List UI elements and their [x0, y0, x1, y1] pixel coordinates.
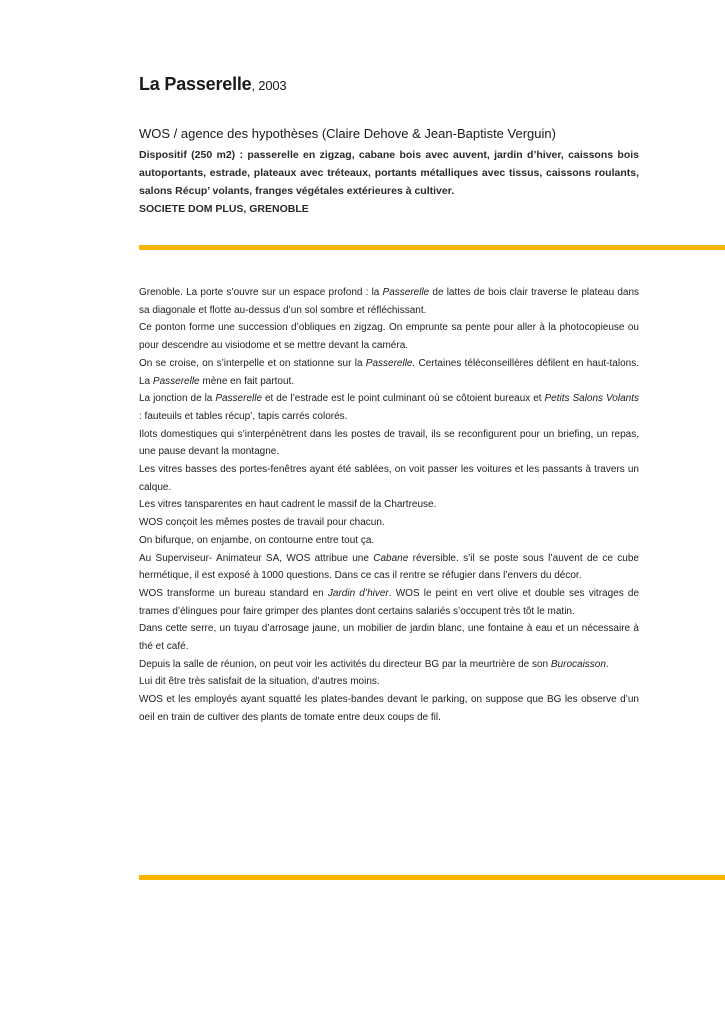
text-run: : fauteuils et tables récup’, tapis carrés colorés.	[139, 410, 348, 422]
body-paragraph	[139, 426, 639, 461]
italic-term: Passerelle	[382, 287, 430, 298]
text-run: On se croise, on s’interpelle et on stationne sur la	[139, 357, 366, 369]
body-text	[139, 284, 639, 727]
italic-term: Cabane	[373, 552, 409, 564]
body-paragraph	[139, 656, 639, 674]
title-year: , 2003	[251, 78, 287, 93]
text-run: Certaines téléconseillères défilent en haut-talons. La	[139, 357, 639, 387]
text-run: .	[605, 658, 609, 670]
text-run: Au Superviseur- Animateur SA, WOS attribue une	[139, 552, 374, 564]
italic-term: Burocaisson	[550, 658, 606, 670]
body-paragraph	[139, 620, 639, 655]
text-run: On bifurque, on enjambe, on contourne entre tout ça.	[139, 534, 375, 546]
body-paragraph	[139, 532, 639, 550]
client-company: SOCIETE DOM PLUS, GRENOBLE	[139, 203, 309, 215]
italic-term: Jardin d’hiver	[327, 587, 389, 599]
body-paragraph	[139, 461, 639, 496]
top-divider	[139, 245, 725, 250]
body-paragraph	[139, 691, 639, 726]
text-run: Ilots domestiques qui s’interpénètrent dans les postes de travail, ils se reconfigurent pour un briefing, un repas, une pause devant la montagne.	[139, 428, 639, 458]
italic-term: Passerelle	[152, 375, 200, 387]
text-run: Dans cette serre, un tuyau d’arrosage jaune, un mobilier de jardin blanc, une fontaine à eau et un nécessaire à thé et café.	[139, 623, 639, 653]
text-run: Grenoble. La porte s’ouvre sur un espace profond : la	[139, 287, 383, 298]
body-paragraph	[139, 496, 639, 514]
text-run: WOS conçoit les mêmes postes de travail pour chacun.	[139, 517, 385, 529]
body-paragraph	[139, 355, 639, 390]
text-run: Lui dit être très satisfait de la situation, d’autres moins.	[139, 676, 380, 688]
bottom-divider	[139, 875, 725, 880]
text-run: La jonction de la	[139, 393, 216, 405]
project-description: Dispositif (250 m2) : passerelle en zigzag, cabane bois avec auvent, jardin d’hiver, caissons bois autoportants, estrade, plateaux avec tréteaux, portants métalliques avec tissus, caissons roulants, salons Récup’ volants, franges végétales extérieures à cultiver.	[139, 149, 639, 197]
body-paragraph	[139, 550, 639, 585]
text-run: Les vitres basses des portes-fenêtres ayant été sablées, on voit passer les voitures et les passants à travers un calque.	[139, 464, 639, 493]
project-header	[139, 126, 639, 215]
text-run: Depuis la salle de réunion, on peut voir les activités du directeur BG par la meurtrière de son	[139, 658, 551, 670]
text-run: réversible. s’il se poste sous l’auvent de ce cube hermétique, il est exposé à 1000 questions. Dans ce cas il rentre se réfugier dans l’envers du décor.	[139, 552, 639, 582]
body-paragraph	[139, 673, 639, 691]
body-paragraph	[139, 585, 639, 620]
authors-line: WOS / agence des hypothèses (Claire Dehove & Jean-Baptiste Verguin)	[139, 126, 556, 141]
italic-term: Passerelle	[215, 393, 263, 405]
title-name: La Passerelle	[139, 74, 252, 94]
italic-term: Passerelle.	[365, 357, 416, 369]
text-run: et de l’estrade est le point culminant où se côtoient bureaux et	[262, 393, 545, 405]
body-paragraph	[139, 284, 639, 319]
body-paragraph	[139, 390, 639, 425]
text-run: WOS et les employés ayant squatté les plates-bandes devant le parking, on suppose que BG les observe d’un oeil en train de cultiver des plants de tomate entre deux coups de fil.	[139, 694, 639, 723]
body-paragraph	[139, 514, 639, 532]
italic-term: Petits Salons Volants	[544, 393, 639, 405]
text-run: de lattes de bois clair traverse le plateau dans sa diagonale et flotte au-dessus d’un sol sombre et réfléchissant.	[139, 287, 640, 316]
text-run: WOS transforme un bureau standard en	[139, 587, 328, 599]
text-run: Les vitres tansparentes en haut cadrent le massif de la Chartreuse.	[139, 499, 437, 511]
document-title	[139, 74, 286, 95]
text-run: . WOS le peint en vert olive et double ses vitrages de trames d’élingues pour faire grimper des plantes dont certains salariés s’occupent très tôt le matin.	[139, 587, 640, 617]
text-run: Ce ponton forme une succession d’obliques en zigzag. On emprunte sa pente pour aller à la photocopieuse ou pour descendre au visiodome et se mettre devant la caméra.	[139, 322, 639, 352]
body-paragraph	[139, 319, 639, 354]
text-run: mène en fait partout.	[199, 375, 295, 387]
